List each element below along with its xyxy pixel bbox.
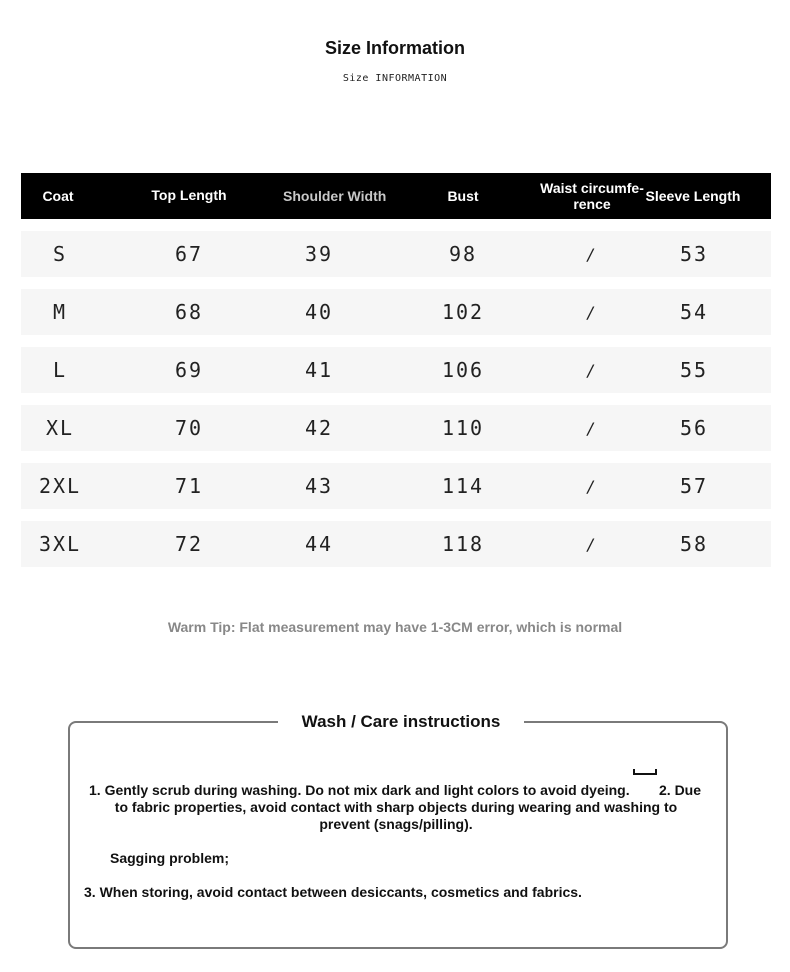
table-cell: 40 [304, 300, 334, 324]
table-cell: 42 [304, 416, 334, 440]
table-body [21, 231, 771, 567]
table-cell: 70 [174, 416, 204, 440]
table-row [21, 463, 771, 509]
care-line-3: prevent (snags/pilling). [319, 816, 473, 832]
care-line-1a: 1. Gently scrub during washing. Do not mix dark and light colors to avoid dyeing. [89, 782, 630, 798]
table-cell: 72 [174, 532, 204, 556]
header-waist: Waist circumfe-rence [540, 180, 644, 212]
table-cell: 3XL [38, 532, 82, 556]
table-cell: 54 [679, 300, 709, 324]
table-cell: M [52, 300, 68, 324]
table-cell: S [52, 242, 68, 266]
table-cell: 43 [304, 474, 334, 498]
table-cell: 57 [679, 474, 709, 498]
table-cell: / [586, 244, 598, 264]
table-cell: 2XL [38, 474, 82, 498]
page-subtitle: Size INFORMATION [342, 73, 448, 84]
table-row [21, 289, 771, 335]
table-cell: / [586, 302, 598, 322]
table-row [21, 347, 771, 393]
table-cell: 102 [441, 300, 485, 324]
table-cell: / [586, 476, 598, 496]
table-cell: 39 [304, 242, 334, 266]
page-title: Size Information [324, 38, 465, 58]
table-row [21, 231, 771, 277]
care-line-4: Sagging problem; [110, 850, 229, 866]
care-title: Wash / Care instructions [278, 712, 524, 732]
table-header [21, 173, 771, 219]
table-cell: 41 [304, 358, 334, 382]
table-cell: 53 [679, 242, 709, 266]
header-top-length: Top Length [151, 187, 227, 203]
care-line-2: to fabric properties, avoid contact with sharp objects during wearing and washing to [114, 799, 678, 815]
table-cell: 118 [441, 532, 485, 556]
table-cell: 110 [441, 416, 485, 440]
header-coat: Coat [42, 188, 74, 204]
table-cell: 106 [441, 358, 485, 382]
table-cell: L [52, 358, 68, 382]
table-cell: 56 [679, 416, 709, 440]
header-bust: Bust [447, 188, 479, 204]
warm-tip: Warm Tip: Flat measurement may have 1-3CM error, which is normal [167, 619, 623, 635]
table-cell: 69 [174, 358, 204, 382]
table-cell: / [586, 534, 598, 554]
care-box [68, 721, 728, 949]
table-cell: 68 [174, 300, 204, 324]
table-row [21, 521, 771, 567]
table-cell: / [586, 418, 598, 438]
size-table [21, 173, 771, 567]
care-line-5: 3. When storing, avoid contact between desiccants, cosmetics and fabrics. [84, 884, 582, 900]
table-cell: XL [45, 416, 75, 440]
header-sleeve-length: Sleeve Length [645, 188, 741, 204]
table-cell: 58 [679, 532, 709, 556]
header-shoulder-width: Shoulder Width [283, 188, 387, 204]
bracket-mark [633, 769, 657, 775]
table-cell: 114 [441, 474, 485, 498]
table-cell: 55 [679, 358, 709, 382]
table-cell: 71 [174, 474, 204, 498]
table-cell: 67 [174, 242, 204, 266]
table-row [21, 405, 771, 451]
table-cell: / [586, 360, 598, 380]
table-cell: 44 [304, 532, 334, 556]
table-cell: 98 [448, 242, 478, 266]
care-line-1b: 2. Due [659, 782, 702, 798]
